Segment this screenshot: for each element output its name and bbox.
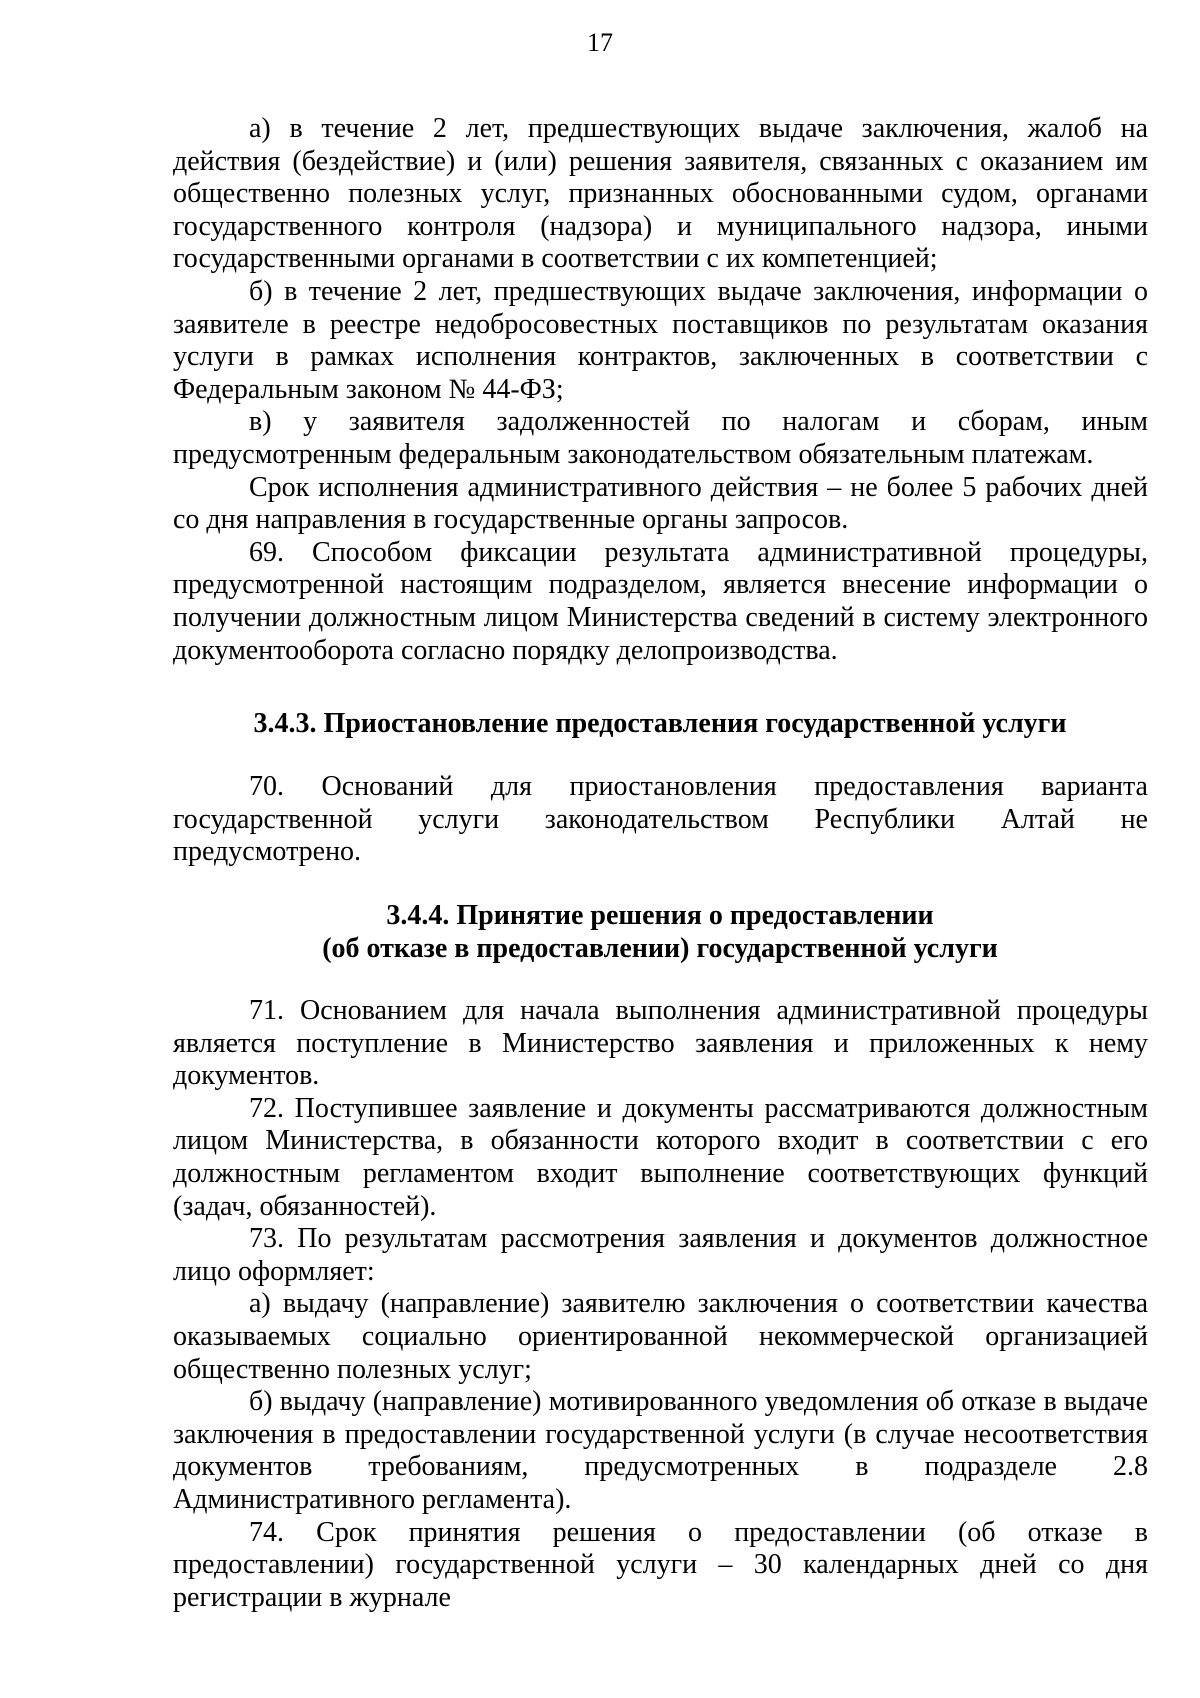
paragraph-71: 71. Основанием для начала выполнения административной процедуры является поступление в Министерство заявления и приложенных к нему документов. (173, 995, 1148, 1092)
page-number: 17 (587, 28, 613, 57)
paragraph-b-registry: б) в течение 2 лет, предшествующих выдаче заключения, информации о заявителе в реестре недобросовестных поставщиков по результатам оказания услуги в рамках исполнения контрактов, заключенных в соответствии с Федеральным законом № 44-ФЗ; (173, 275, 1148, 405)
section-top-text (173, 113, 1148, 667)
paragraph-deadline: Срок исполнения административного действия – не более 5 рабочих дней со дня направления в государственные органы запросов. (173, 471, 1148, 536)
heading-3-4-4 (0, 900, 1200, 965)
paragraph-70: 70. Оснований для приостановления предоставления варианта государственной услуги законодательством Республики Алтай не предусмотрено. (173, 771, 1148, 868)
paragraph-72: 72. Поступившее заявление и документы рассматриваются должностным лицом Министерства, в обязанности которого входит в соответствии с его должностным регламентом входит выполнение соответствующих функций (задач, обязанностей). (173, 1092, 1148, 1222)
heading-3-4-4-line2: (об отказе в предоставлении) государственной услуги (322, 932, 998, 964)
heading-3-4-3: 3.4.3. Приостановление предоставления государственной услуги (253, 708, 1067, 739)
paragraph-69: 69. Способом фиксации результата административной процедуры, предусмотренной настоящим подразделом, является внесение информации о получении должностным лицом Министерства сведений в систему электронного документооборота согласно порядку делопроизводства. (173, 536, 1148, 666)
paragraph-a-complaints: а) в течение 2 лет, предшествующих выдаче заключения, жалоб на действия (бездействие) и (или) решения заявителя, связанных с оказанием им общественно полезных услуг, признанных обоснованными судом, органами государственного контроля (надзора) и муниципального надзора, иными государственными органами в соответствии с их компетенцией; (173, 113, 1148, 275)
heading-3-4-4-line1: 3.4.4. Принятие решения о предоставлении (386, 900, 934, 931)
paragraph-74: 74. Срок принятия решения о предоставлении (об отказе в предоставлении) государственной услуги – 30 календарных дней со дня регистрации в журнале (173, 1516, 1148, 1613)
paragraph-73-b: б) выдачу (направление) мотивированного уведомления об отказе в выдаче заключения в предоставлении государственной услуги (в случае несоответствия документов требованиям, предусмотренных в подразделе 2.8 Административного регламента). (173, 1386, 1148, 1515)
paragraph-v-debts: в) у заявителя задолженностей по налогам и сборам, иным предусмотренным федеральным законодательством обязательным платежам. (173, 406, 1148, 470)
section-3-4-4-text (173, 995, 1148, 1614)
section-3-4-3-text (173, 771, 1148, 869)
paragraph-73-a: а) выдачу (направление) заявителю заключения о соответствии качества оказываемых социально ориентированной некоммерческой организацией общественно полезных услуг; (173, 1288, 1148, 1385)
paragraph-73: 73. По результатам рассмотрения заявления и документов должностное лицо оформляет: (173, 1223, 1148, 1287)
